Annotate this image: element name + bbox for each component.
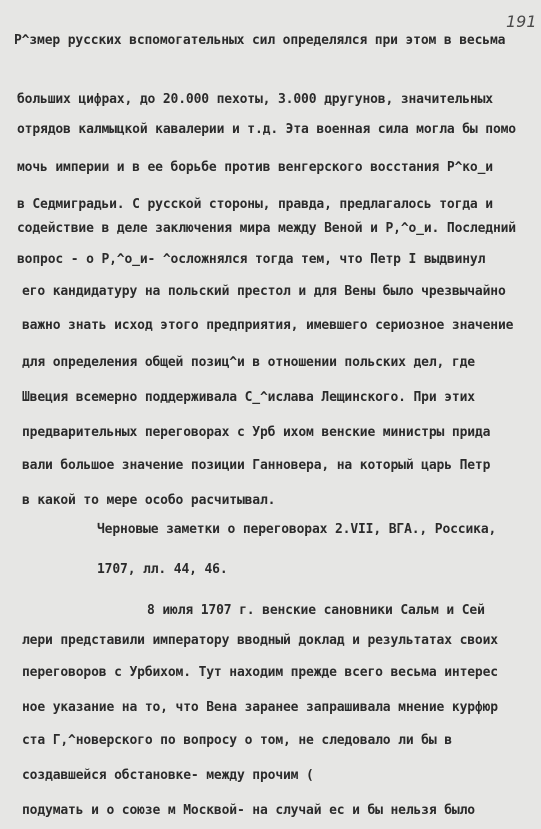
text-line: вали большое значение позиции Ганновера, на который царь Петр (22, 458, 491, 473)
text-line: в какой то мере особо расчитывал. (22, 493, 276, 508)
text-line: 8 июля 1707 г. венские сановники Сальм и Сей (147, 603, 485, 618)
text-line: Р^змер русских вспомогательных сил определялся при этом в весьма (14, 33, 506, 48)
text-line: ное указание на то, что Вена заранее запрашивала мнение курфюр (22, 700, 498, 715)
text-line: мочь империи и в ее борьбе против венгерского восстания Р^ко_и (17, 160, 493, 175)
text-line: ста Г,^новерского по вопросу о том, не следовало ли бы в (22, 733, 452, 748)
text-line: Черновые заметки о переговорах 2.VII, ВГА., Россика, (97, 522, 497, 537)
text-line: важно знать исход этого предприятия, имевшего сериозное значение (22, 318, 514, 333)
text-line: переговоров с Урбихом. Тут находим прежде всего весьма интерес (22, 665, 498, 680)
text-line: создавшейся обстановке- между прочим ( (22, 768, 314, 783)
text-line: 1707, лл. 44, 46. (97, 562, 228, 577)
text-line: подумать и о союзе м Москвой- на случай ес и бы нельзя было (22, 803, 475, 818)
text-line: отрядов калмыцкой кавалерии и т.д. Эта военная сила могла бы помо (17, 122, 516, 137)
text-line: лери представили императору вводный доклад и результатах своих (22, 633, 498, 648)
text-line: его кандидатуру на польский престол и для Вены было чрезвычайно (22, 284, 506, 299)
text-line: вопрос - о Р,^о_и- ^осложнялся тогда тем, что Петр I выдвинул (17, 252, 486, 267)
text-line: предварительных переговорах с Урб ихом венские министры прида (22, 425, 491, 440)
text-line: для определения общей позиц^и в отношении польских дел, где (22, 355, 475, 370)
text-line: содействие в деле заключения мира между Веной и Р,^о_и. Последний (17, 221, 516, 236)
text-line: в Седмиградьи. С русской стороны, правда, предлагалось тогда и (17, 197, 493, 212)
text-line: больших цифрах, до 20.000 пехоты, 3.000 другунов, значительных (17, 92, 493, 107)
text-line: Швеция всемерно поддерживала С_^ислава Лещинского. При этих (22, 390, 475, 405)
page-number: 191 (506, 12, 537, 31)
